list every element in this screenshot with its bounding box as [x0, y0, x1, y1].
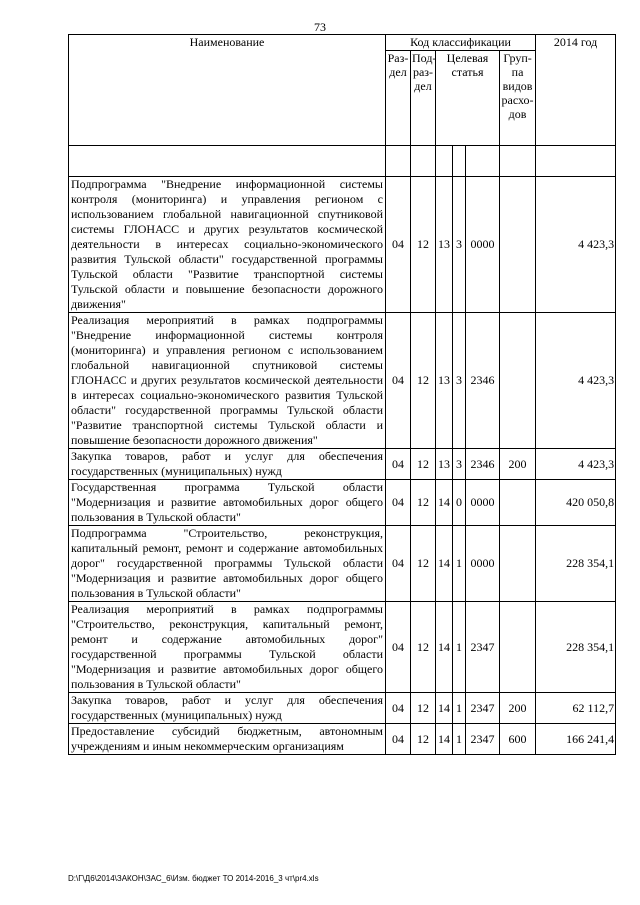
header-year: 2014 год: [536, 35, 616, 146]
row-amount: 4 423,3: [536, 313, 616, 449]
row-razdel: 04: [386, 693, 411, 724]
row-vid: [500, 602, 536, 693]
row-cs3: 2347: [466, 602, 500, 693]
row-cs2: 1: [453, 602, 466, 693]
table-row: [69, 526, 616, 602]
row-name: Подпрограмма "Строительство, реконструкция, капитальный ремонт, ремонт и содержание автомобильных дорог" государственной программы Тульской области "Модернизация и развитие автомобильных дорог общего пользования в Тульской области": [69, 526, 386, 602]
row-cs2: 3: [453, 177, 466, 313]
row-podrazdel: 12: [411, 480, 436, 526]
footer-file-path: D:\Г\Д6\2014\ЗАКОН\ЗАС_6\Изм. бюджет ТО 2014-2016_3 чт\pr4.xls: [68, 874, 319, 883]
row-razdel: 04: [386, 313, 411, 449]
header-name: Наименование: [69, 35, 386, 146]
row-name: Закупка товаров, работ и услуг для обеспечения государственных (муниципальных) нужд: [69, 693, 386, 724]
row-name: Предоставление субсидий бюджетным, автономным учреждениям и иным некоммерческим организациям: [69, 724, 386, 755]
table-row: [69, 177, 616, 313]
row-amount: 62 112,7: [536, 693, 616, 724]
table-row: [69, 480, 616, 526]
row-vid: 200: [500, 449, 536, 480]
row-amount: 420 050,8: [536, 480, 616, 526]
row-podrazdel: 12: [411, 313, 436, 449]
row-razdel: 04: [386, 724, 411, 755]
header-classification: Код классификации: [386, 35, 536, 51]
row-podrazdel: 12: [411, 526, 436, 602]
row-cs3: 0000: [466, 526, 500, 602]
row-cs1: 13: [436, 449, 453, 480]
row-podrazdel: 12: [411, 602, 436, 693]
row-cs1: 14: [436, 526, 453, 602]
row-amount: 228 354,1: [536, 602, 616, 693]
row-vid: 600: [500, 724, 536, 755]
row-cs3: 2346: [466, 313, 500, 449]
row-name: Закупка товаров, работ и услуг для обеспечения государственных (муниципальных) нужд: [69, 449, 386, 480]
row-vid: [500, 526, 536, 602]
row-razdel: 04: [386, 526, 411, 602]
row-vid: [500, 313, 536, 449]
row-cs3: 2347: [466, 724, 500, 755]
row-cs1: 14: [436, 602, 453, 693]
header-subsection: Под- раз- дел: [411, 51, 436, 146]
row-amount: 166 241,4: [536, 724, 616, 755]
page-number: 73: [314, 20, 326, 34]
row-vid: [500, 480, 536, 526]
row-cs1: 14: [436, 724, 453, 755]
header-section: Раз- дел: [386, 51, 411, 146]
row-name: Реализация мероприятий в рамках подпрограммы "Строительство, реконструкция, капитальный ремонт, ремонт и содержание автомобильных дорог" государственной программы Тульской области "Модернизация и развитие автомобильных дорог общего пользования в Тульской области": [69, 602, 386, 693]
header-expense-group: Груп- па видов расхо- дов: [500, 51, 536, 146]
row-cs1: 13: [436, 177, 453, 313]
table-row: [69, 602, 616, 693]
row-cs1: 14: [436, 480, 453, 526]
row-razdel: 04: [386, 602, 411, 693]
row-podrazdel: 12: [411, 693, 436, 724]
row-cs1: 14: [436, 693, 453, 724]
row-vid: 200: [500, 693, 536, 724]
row-amount: 4 423,3: [536, 449, 616, 480]
row-razdel: 04: [386, 449, 411, 480]
header-target-article: Целевая статья: [436, 51, 500, 146]
row-name: Реализация мероприятий в рамках подпрограммы "Внедрение информационной системы контроля (мониторинга) и управления регионом с использованием глобальной навигационной спутниковой системы ГЛОНАСС и других результатов космической деятельности в интересах социально-экономического развития Тульской области" государственной программы Тульской области "Развитие транспортной системы Тульской области и повышение безопасности дорожного движения": [69, 313, 386, 449]
row-cs3: 0000: [466, 480, 500, 526]
row-name: Подпрограмма "Внедрение информационной системы контроля (мониторинга) и управления регионом с использованием глобальной навигационной спутниковой системы ГЛОНАСС и других результатов космической деятельности в интересах социально-экономического развития Тульской области" государственной программы Тульской области "Развитие транспортной системы Тульской области и повышение безопасности дорожного движения": [69, 177, 386, 313]
row-name: Государственная программа Тульской области "Модернизация и развитие автомобильных дорог общего пользования в Тульской области": [69, 480, 386, 526]
table-body: [69, 146, 616, 755]
row-razdel: 04: [386, 480, 411, 526]
budget-table: [68, 34, 616, 755]
row-cs3: 2346: [466, 449, 500, 480]
row-cs2: 1: [453, 693, 466, 724]
row-razdel: 04: [386, 177, 411, 313]
row-podrazdel: 12: [411, 724, 436, 755]
row-podrazdel: 12: [411, 449, 436, 480]
row-cs2: 0: [453, 480, 466, 526]
table-row: [69, 313, 616, 449]
spacer-row: [69, 146, 616, 177]
row-amount: 4 423,3: [536, 177, 616, 313]
table-row: [69, 724, 616, 755]
row-cs2: 3: [453, 449, 466, 480]
row-cs2: 1: [453, 526, 466, 602]
row-cs2: 1: [453, 724, 466, 755]
row-vid: [500, 177, 536, 313]
row-cs3: 0000: [466, 177, 500, 313]
row-cs1: 13: [436, 313, 453, 449]
table-row: [69, 449, 616, 480]
row-amount: 228 354,1: [536, 526, 616, 602]
row-podrazdel: 12: [411, 177, 436, 313]
table-row: [69, 693, 616, 724]
row-cs2: 3: [453, 313, 466, 449]
row-cs3: 2347: [466, 693, 500, 724]
table-header: [69, 35, 616, 146]
